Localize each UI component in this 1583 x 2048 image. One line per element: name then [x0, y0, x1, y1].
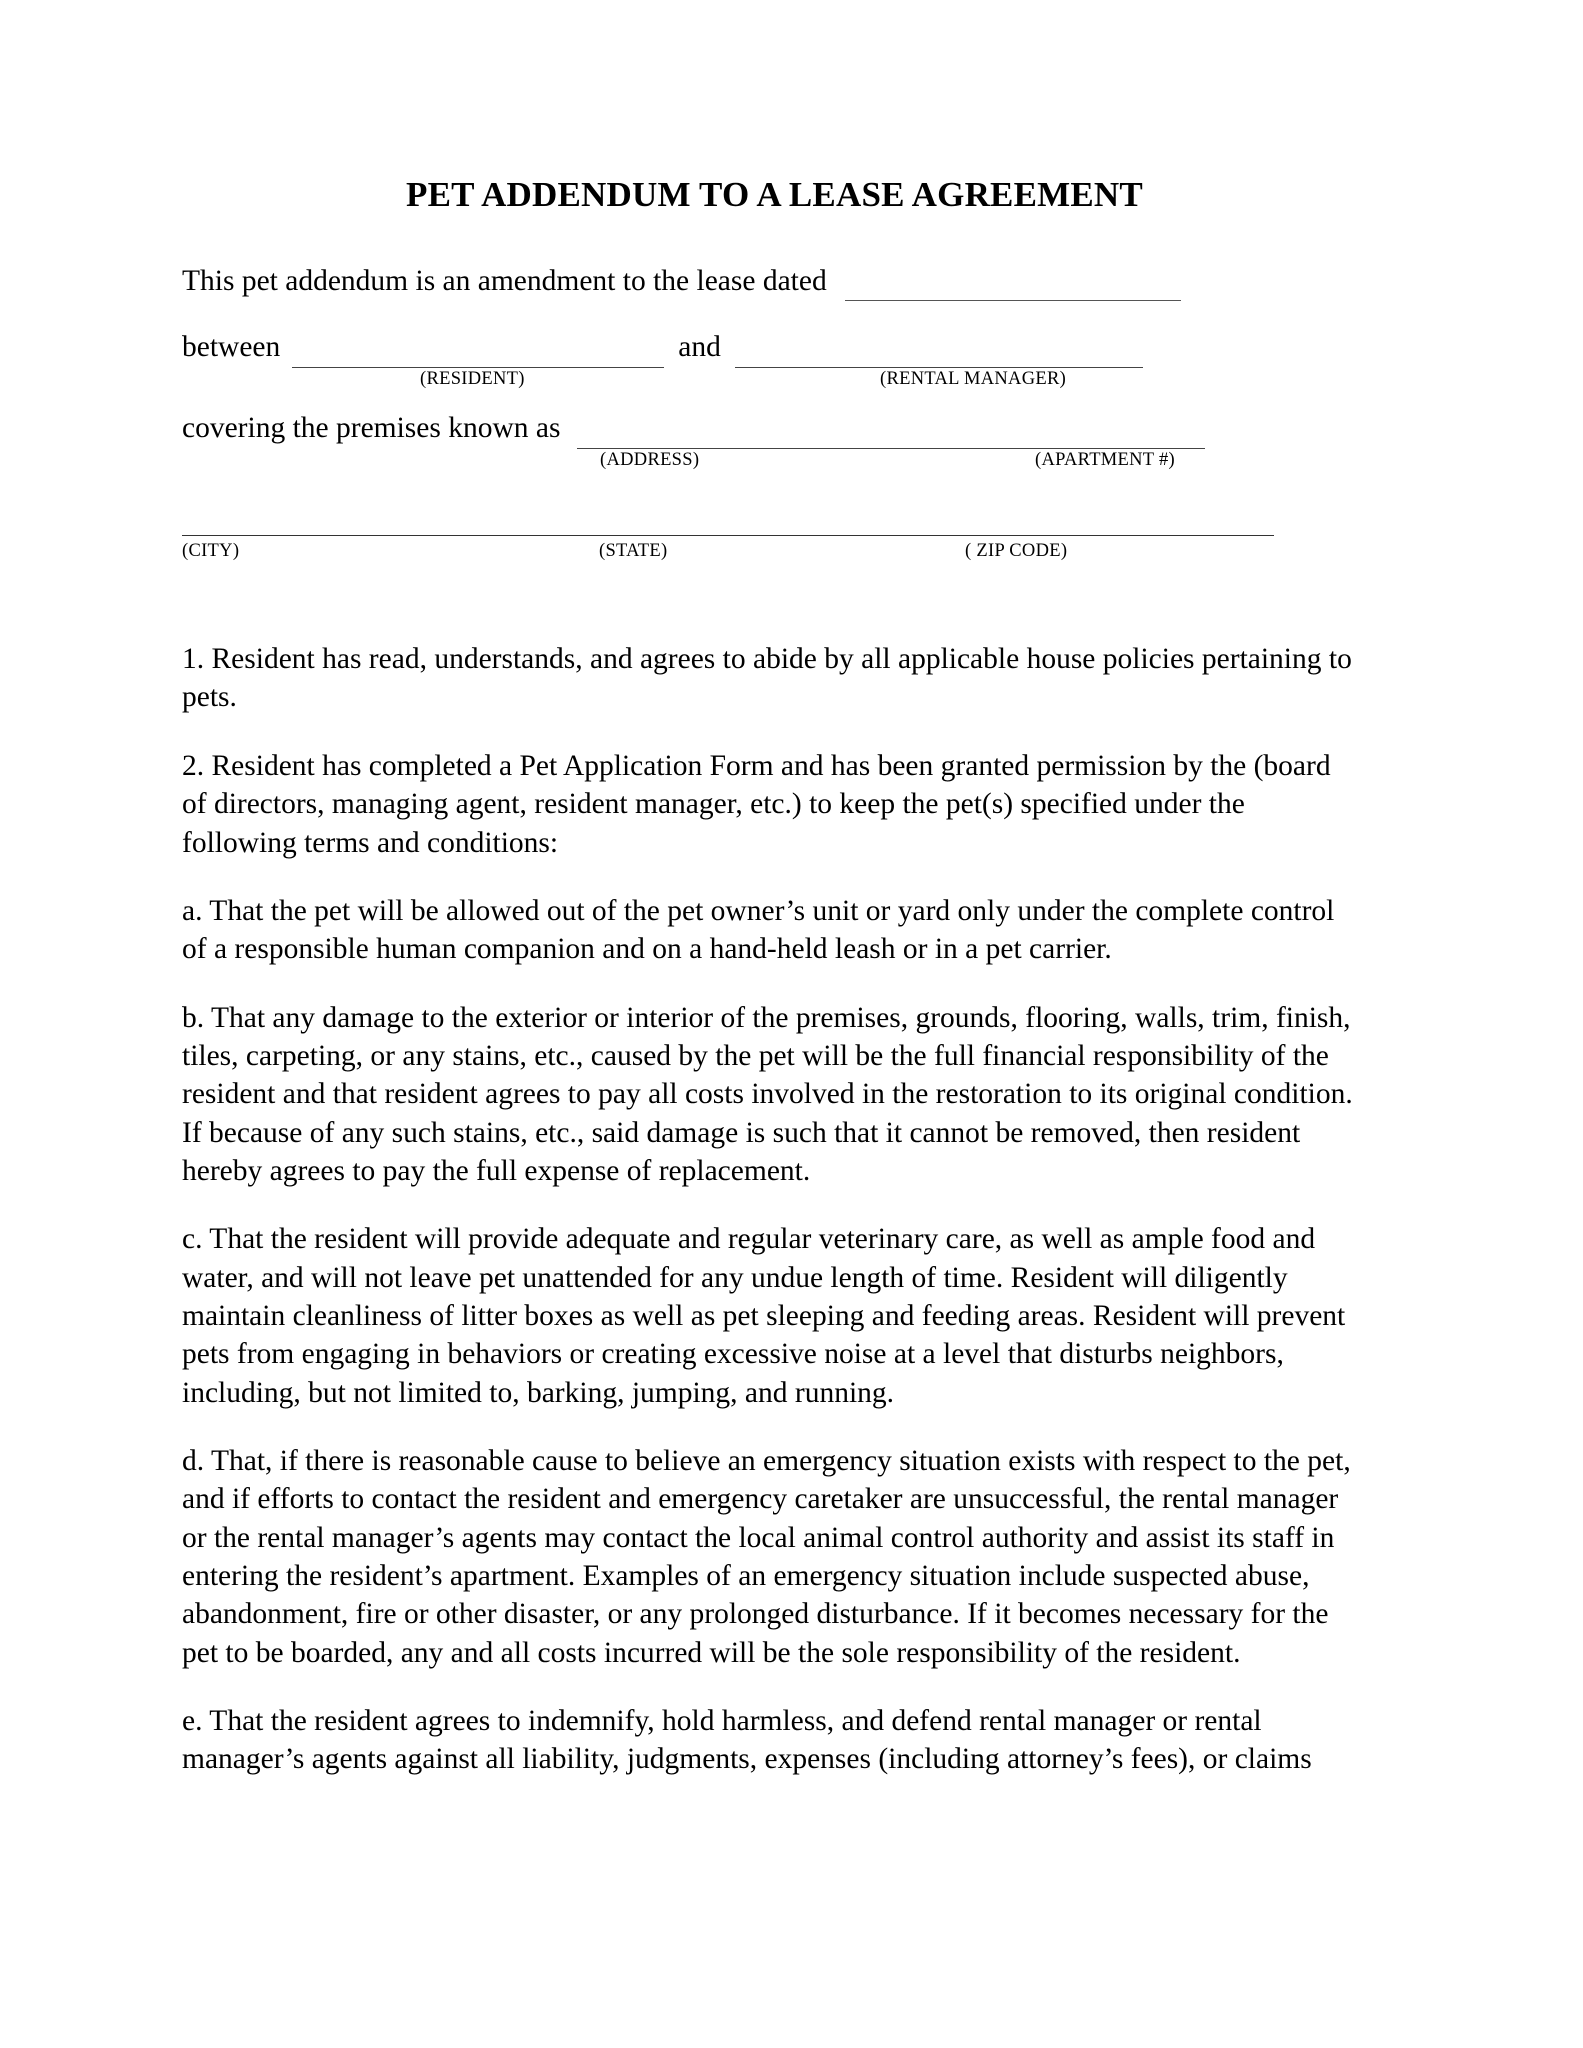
lease-dated-label: This pet addendum is an amendment to the lease dated	[182, 264, 827, 297]
premises-label: covering the premises known as	[182, 412, 561, 445]
zip-caption: ( ZIP CODE)	[965, 541, 1068, 562]
page-title: PET ADDENDUM TO A LEASE AGREEMENT	[406, 175, 1143, 214]
clause-paragraph-d: d. That, if there is reasonable cause to believe an emergency situation exists with respect to the pet, and if efforts to contact the resident and emergency caretaker are unsuccessful, the rental manager or the rental manager’s agents may contact the local animal control authority and assist its staff in entering the resident’s apartment. Examples of an emergency situation include suspected abuse, abandonment, fire or other disaster, or any prolonged disturbance. If it becomes necessary for the pet to be boarded, any and all costs incurred will be the sole responsibility of the resident.	[182, 1444, 1351, 1669]
clause-paragraph-a: a. That the pet will be allowed out of the pet owner’s unit or yard only under the complete control of a responsible human companion and on a hand-held leash or in a pet carrier.	[182, 894, 1335, 966]
lease-date-input[interactable]	[845, 270, 1181, 301]
spacer	[182, 301, 1402, 329]
premises-line	[182, 410, 1402, 449]
premises-address-input[interactable]	[577, 418, 1205, 449]
document-content	[182, 0, 1402, 1779]
clauses-block	[182, 640, 1402, 1779]
spacer	[182, 394, 1402, 410]
clause-paragraph-e: e. That the resident agrees to indemnify, hold harmless, and defend rental manager or rental manager’s agents against all liability, judgments, expenses (including attorney’s fees), or claims	[182, 1705, 1312, 1776]
city-state-zip-input[interactable]	[182, 535, 1274, 536]
lease-dated-line	[182, 263, 1402, 302]
parties-captions	[182, 368, 1402, 394]
city-caption: (CITY)	[182, 541, 240, 562]
clause-paragraph-b: b. That any damage to the exterior or interior of the premises, grounds, flooring, walls, trim, finish, tiles, carpeting, or any stains, etc., caused by the pet will be the full financial responsibility of the resident and that resident agrees to pay all costs involved in the restoration to its original condition. If because of any such stains, etc., said damage is such that it cannot be removed, then resident hereby agrees to pay the full expense of replacement.	[182, 1001, 1353, 1187]
clause-paragraph-1: 1. Resident has read, understands, and agrees to abide by all applicable house policies pertaining to pets.	[182, 643, 1352, 714]
apartment-caption: (APARTMENT #)	[1035, 450, 1176, 471]
form-fields-block	[182, 263, 1402, 567]
between-label: between	[182, 331, 281, 364]
state-caption: (STATE)	[599, 541, 668, 562]
address-caption: (ADDRESS)	[600, 450, 700, 471]
parties-line	[182, 329, 1402, 368]
premises-captions	[182, 449, 1402, 475]
resident-name-input[interactable]	[292, 337, 664, 368]
clause-paragraph-2: 2. Resident has completed a Pet Application Form and has been granted permission by the (board of directors, managing agent, resident manager, etc.) to keep the pet(s) specified under the following terms and conditions:	[182, 749, 1331, 859]
clause-paragraph-c: c. That the resident will provide adequate and regular veterinary care, as well as ample food and water, and will not leave pet unattended for any undue length of time. Resident will diligently maintain cleanliness of litter boxes as well as pet sleeping and feeding areas. Resident will prevent pets from engaging in behaviors or creating excessive noise at a level that disturbs neighbors, including, but not limited to, barking, jumping, and running.	[182, 1223, 1346, 1409]
city-state-zip-captions	[182, 540, 1402, 566]
rental-manager-caption: (RENTAL MANAGER)	[880, 369, 1067, 390]
and-label: and	[678, 331, 721, 364]
rental-manager-name-input[interactable]	[735, 337, 1143, 368]
resident-caption: (RESIDENT)	[420, 369, 525, 390]
